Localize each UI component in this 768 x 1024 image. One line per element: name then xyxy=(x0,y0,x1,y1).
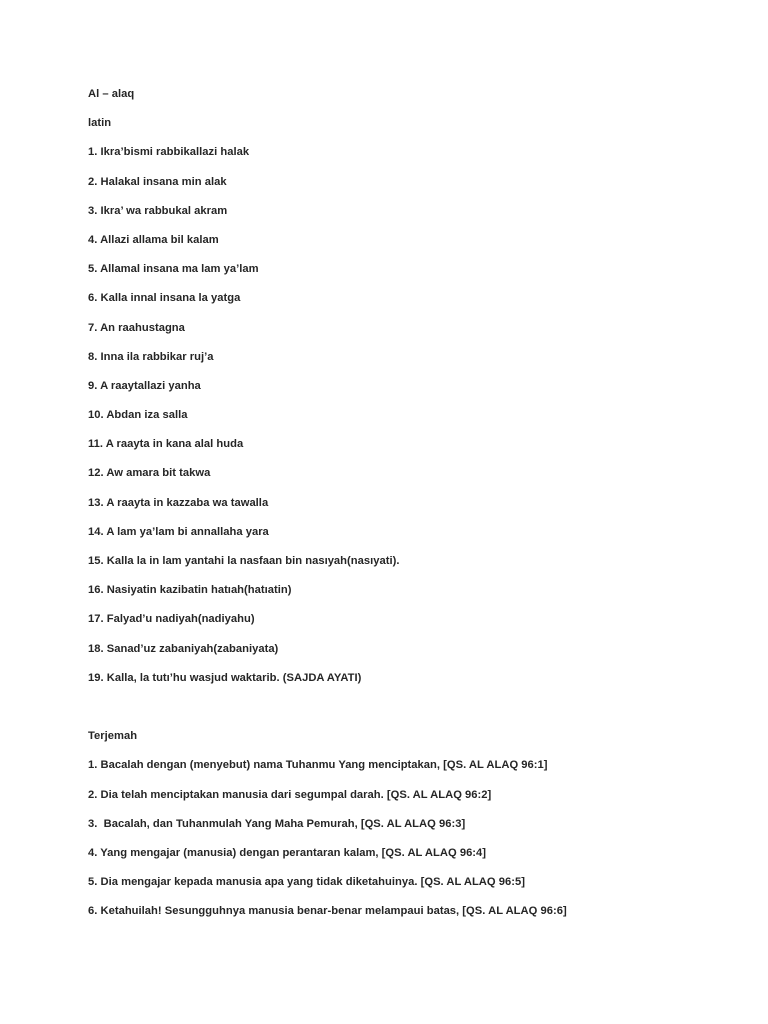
section-heading-latin: latin xyxy=(88,117,112,130)
latin-verse-10: 10. Abdan iza salla xyxy=(88,409,188,422)
document-body xyxy=(88,88,678,917)
latin-verse-16: 16. Nasiyatin kazibatin hatıah(hatıatin) xyxy=(88,584,292,597)
latin-verse-17: 17. Falyad’u nadiyah(nadiyahu) xyxy=(88,613,255,626)
latin-verse-12: 12. Aw amara bit takwa xyxy=(88,467,211,480)
terjemah-verse-3: 3. Bacalah, dan Tuhanmulah Yang Maha Pemurah, [QS. AL ALAQ 96:3] xyxy=(88,817,466,830)
latin-verse-18: 18. Sanad’uz zabaniyah(zabaniyata) xyxy=(88,642,279,655)
section-heading-terjemah: Terjemah xyxy=(88,730,138,743)
latin-verse-8: 8. Inna ila rabbikar ruj’a xyxy=(88,350,214,363)
latin-verse-9: 9. A raaytallazi yanha xyxy=(88,379,201,392)
latin-verse-2: 2. Halakal insana min alak xyxy=(88,175,227,188)
latin-verse-15: 15. Kalla la in lam yantahi la nasfaan bin nasıyah(nasıyati). xyxy=(88,555,400,567)
latin-verse-5: 5. Allamal insana ma lam ya’lam xyxy=(88,263,259,276)
document-title: Al – alaq xyxy=(88,88,135,100)
latin-verse-3: 3. Ikra’ wa rabbukal akram xyxy=(88,204,228,217)
terjemah-verse-2: 2. Dia telah menciptakan manusia dari segumpal darah. [QS. AL ALAQ 96:2] xyxy=(88,788,492,801)
latin-verse-4: 4. Allazi allama bil kalam xyxy=(88,233,219,246)
latin-verse-1: 1. Ikra’bismi rabbikallazi halak xyxy=(88,146,250,159)
latin-verse-13: 13. A raayta in kazzaba wa tawalla xyxy=(88,496,269,509)
latin-verse-7: 7. An raahustagna xyxy=(88,321,185,334)
latin-verse-19: 19. Kalla, la tutı’hu wasjud waktarib. (SAJDA AYATI) xyxy=(88,671,362,684)
terjemah-verse-5: 5. Dia mengajar kepada manusia apa yang tidak diketahuinya. [QS. AL ALAQ 96:5] xyxy=(88,876,525,889)
terjemah-verse-6: 6. Ketahuilah! Sesungguhnya manusia benar-benar melampaui batas, [QS. AL ALAQ 96:6] xyxy=(88,905,567,918)
terjemah-verse-1: 1. Bacalah dengan (menyebut) nama Tuhanmu Yang menciptakan, [QS. AL ALAQ 96:1] xyxy=(88,759,548,772)
latin-verse-11: 11. A raayta in kana alal huda xyxy=(88,438,244,451)
latin-verse-14: 14. A lam ya’lam bi annallaha yara xyxy=(88,525,269,538)
terjemah-verse-4: 4. Yang mengajar (manusia) dengan perantaran kalam, [QS. AL ALAQ 96:4] xyxy=(88,846,487,859)
latin-verse-6: 6. Kalla innal insana la yatga xyxy=(88,292,241,305)
section-divider-blank-line xyxy=(88,701,678,713)
